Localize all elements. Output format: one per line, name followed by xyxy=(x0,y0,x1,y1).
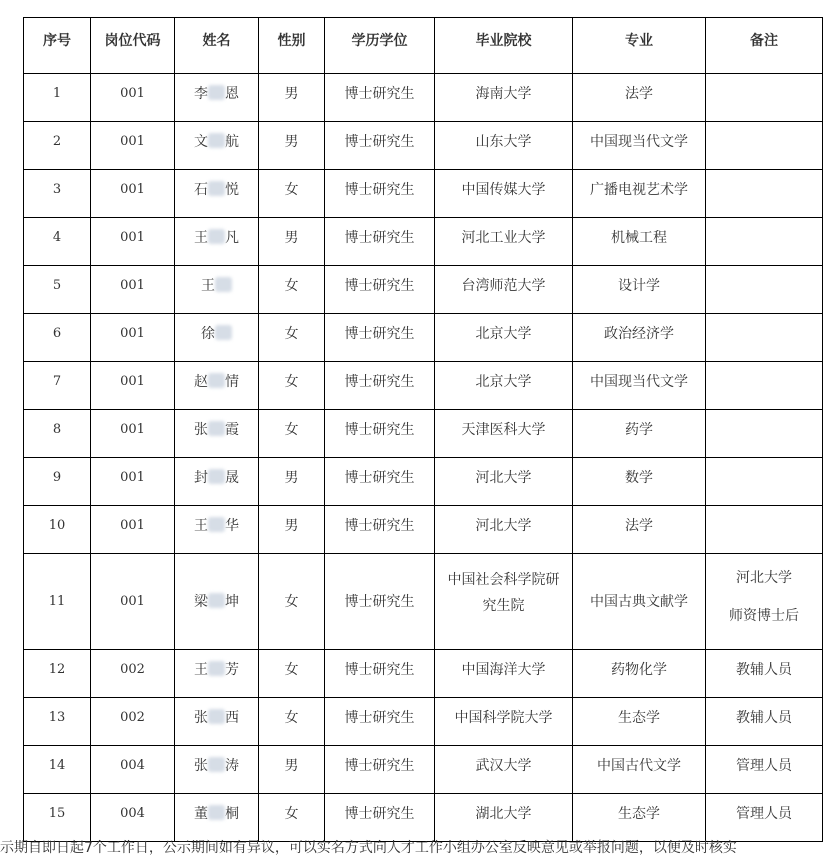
name-first-char: 石 xyxy=(194,182,208,198)
cell-degree: 博士研究生 xyxy=(325,746,435,794)
name-first-char: 董 xyxy=(194,806,208,822)
cell-seq: 3 xyxy=(24,170,91,218)
name-first-char: 徐 xyxy=(201,326,215,342)
name-first-char: 赵 xyxy=(194,374,208,390)
name-last-char: 航 xyxy=(225,134,239,150)
name-last-char: 芳 xyxy=(225,662,239,678)
cell-seq: 14 xyxy=(24,746,91,794)
cell-gender: 男 xyxy=(259,506,325,554)
cell-degree: 博士研究生 xyxy=(325,506,435,554)
cell-major: 生态学 xyxy=(573,794,706,842)
cell-position-code: 002 xyxy=(91,698,175,746)
cell-degree: 博士研究生 xyxy=(325,170,435,218)
cell-gender: 女 xyxy=(259,170,325,218)
cell-name xyxy=(175,506,259,554)
cell-note xyxy=(706,122,823,170)
cell-seq: 11 xyxy=(24,554,91,650)
cell-degree: 博士研究生 xyxy=(325,266,435,314)
name-first-char: 王 xyxy=(201,278,215,294)
name-first-char: 张 xyxy=(194,422,208,438)
cell-degree: 博士研究生 xyxy=(325,554,435,650)
cell-gender: 女 xyxy=(259,314,325,362)
redacted-name-blur xyxy=(208,133,225,148)
cell-school: 中国科学院大学 xyxy=(435,698,573,746)
cell-name xyxy=(175,410,259,458)
header-name: 姓名 xyxy=(175,18,259,74)
name-last-char: 晟 xyxy=(225,470,239,486)
cell-school: 河北大学 xyxy=(435,506,573,554)
cell-school xyxy=(435,554,573,650)
cell-degree: 博士研究生 xyxy=(325,698,435,746)
cell-school: 武汉大学 xyxy=(435,746,573,794)
name-first-char: 李 xyxy=(194,86,208,102)
cell-note xyxy=(706,170,823,218)
name-first-char: 王 xyxy=(194,230,208,246)
cell-degree: 博士研究生 xyxy=(325,122,435,170)
cell-degree: 博士研究生 xyxy=(325,458,435,506)
name-last-char: 情 xyxy=(225,374,239,390)
cell-position-code: 001 xyxy=(91,266,175,314)
cell-position-code: 001 xyxy=(91,122,175,170)
cell-position-code: 001 xyxy=(91,314,175,362)
redacted-name-blur xyxy=(215,277,232,292)
table-row xyxy=(24,650,823,698)
header-seq: 序号 xyxy=(24,18,91,74)
redacted-name-blur xyxy=(208,805,225,820)
header-major: 专业 xyxy=(573,18,706,74)
header-degree: 学历学位 xyxy=(325,18,435,74)
school-line-2: 究生院 xyxy=(482,598,525,614)
cell-note xyxy=(706,554,823,650)
cell-seq: 2 xyxy=(24,122,91,170)
cell-seq: 4 xyxy=(24,218,91,266)
cell-gender: 男 xyxy=(259,218,325,266)
cell-name xyxy=(175,698,259,746)
name-first-char: 王 xyxy=(194,518,208,534)
cell-school: 海南大学 xyxy=(435,74,573,122)
cell-gender: 女 xyxy=(259,794,325,842)
cell-name xyxy=(175,314,259,362)
cell-position-code: 004 xyxy=(91,794,175,842)
cell-major: 政治经济学 xyxy=(573,314,706,362)
cell-note: 管理人员 xyxy=(706,794,823,842)
cell-seq: 6 xyxy=(24,314,91,362)
redacted-name-blur xyxy=(208,421,225,436)
name-last-char: 恩 xyxy=(225,86,239,102)
cell-degree: 博士研究生 xyxy=(325,314,435,362)
cell-note xyxy=(706,74,823,122)
cell-note xyxy=(706,410,823,458)
name-last-char: 涛 xyxy=(225,758,239,774)
cell-gender: 女 xyxy=(259,410,325,458)
cell-position-code: 002 xyxy=(91,650,175,698)
talent-roster-table xyxy=(23,17,823,842)
header-gender: 性别 xyxy=(259,18,325,74)
cell-major: 广播电视艺术学 xyxy=(573,170,706,218)
header-position-code: 岗位代码 xyxy=(91,18,175,74)
cell-major: 中国现当代文学 xyxy=(573,122,706,170)
note-line-2: 师资博士后 xyxy=(729,608,799,624)
cell-seq: 9 xyxy=(24,458,91,506)
table-header-row xyxy=(24,18,823,74)
cell-name xyxy=(175,554,259,650)
cell-major: 药物化学 xyxy=(573,650,706,698)
cell-seq: 8 xyxy=(24,410,91,458)
cell-major: 设计学 xyxy=(573,266,706,314)
name-last-char: 凡 xyxy=(225,230,239,246)
table-row xyxy=(24,362,823,410)
cell-major: 法学 xyxy=(573,74,706,122)
cell-seq: 5 xyxy=(24,266,91,314)
table-row xyxy=(24,266,823,314)
cell-note xyxy=(706,506,823,554)
redacted-name-blur xyxy=(208,757,225,772)
cell-name xyxy=(175,650,259,698)
cell-major: 生态学 xyxy=(573,698,706,746)
cell-note: 教辅人员 xyxy=(706,650,823,698)
cell-name xyxy=(175,170,259,218)
redacted-name-blur xyxy=(208,661,225,676)
table-row xyxy=(24,458,823,506)
cell-school: 北京大学 xyxy=(435,362,573,410)
cell-school: 河北工业大学 xyxy=(435,218,573,266)
table-row xyxy=(24,314,823,362)
cell-school: 北京大学 xyxy=(435,314,573,362)
name-last-char: 桐 xyxy=(225,806,239,822)
cell-school: 河北大学 xyxy=(435,458,573,506)
redacted-name-blur xyxy=(208,229,225,244)
announcement-footer-text: 示期自即日起7个工作日，公示期间如有异议，可以实名方式向人才工作小组办公室反映意见或举报问题，以便及时核实 xyxy=(0,840,737,856)
redacted-name-blur xyxy=(208,373,225,388)
cell-seq: 15 xyxy=(24,794,91,842)
cell-name xyxy=(175,794,259,842)
cell-gender: 女 xyxy=(259,266,325,314)
cell-name xyxy=(175,746,259,794)
name-last-char: 霞 xyxy=(225,422,239,438)
cell-name xyxy=(175,218,259,266)
cell-position-code: 001 xyxy=(91,410,175,458)
note-line-1: 河北大学 xyxy=(736,570,792,586)
name-first-char: 文 xyxy=(194,134,208,150)
table-row xyxy=(24,794,823,842)
cell-degree: 博士研究生 xyxy=(325,218,435,266)
table-row xyxy=(24,698,823,746)
cell-school: 湖北大学 xyxy=(435,794,573,842)
cell-gender: 女 xyxy=(259,554,325,650)
cell-school: 台湾师范大学 xyxy=(435,266,573,314)
cell-gender: 男 xyxy=(259,122,325,170)
cell-position-code: 001 xyxy=(91,458,175,506)
cell-name xyxy=(175,266,259,314)
name-first-char: 张 xyxy=(194,710,208,726)
cell-position-code: 001 xyxy=(91,362,175,410)
cell-position-code: 001 xyxy=(91,170,175,218)
cell-position-code: 004 xyxy=(91,746,175,794)
cell-note xyxy=(706,362,823,410)
cell-major: 中国古典文献学 xyxy=(573,554,706,650)
cell-gender: 男 xyxy=(259,74,325,122)
cell-seq: 7 xyxy=(24,362,91,410)
cell-note xyxy=(706,266,823,314)
redacted-name-blur xyxy=(208,181,225,196)
cell-note: 教辅人员 xyxy=(706,698,823,746)
cell-note xyxy=(706,458,823,506)
header-note: 备注 xyxy=(706,18,823,74)
redacted-name-blur xyxy=(208,709,225,724)
cell-note xyxy=(706,314,823,362)
cell-school: 中国海洋大学 xyxy=(435,650,573,698)
cell-gender: 男 xyxy=(259,458,325,506)
cell-major: 法学 xyxy=(573,506,706,554)
cell-position-code: 001 xyxy=(91,74,175,122)
name-last-char: 西 xyxy=(225,710,239,726)
cell-degree: 博士研究生 xyxy=(325,650,435,698)
table-row xyxy=(24,74,823,122)
cell-seq: 12 xyxy=(24,650,91,698)
cell-gender: 男 xyxy=(259,746,325,794)
cell-school: 天津医科大学 xyxy=(435,410,573,458)
cell-gender: 女 xyxy=(259,650,325,698)
note-spacer xyxy=(710,589,818,605)
name-last-char: 悦 xyxy=(225,182,239,198)
cell-major: 中国古代文学 xyxy=(573,746,706,794)
cell-gender: 女 xyxy=(259,698,325,746)
cell-major: 药学 xyxy=(573,410,706,458)
school-line-1: 中国社会科学院研 xyxy=(447,572,560,588)
cell-name xyxy=(175,458,259,506)
cell-school: 中国传媒大学 xyxy=(435,170,573,218)
redacted-name-blur xyxy=(208,469,225,484)
cell-school: 山东大学 xyxy=(435,122,573,170)
name-first-char: 张 xyxy=(194,758,208,774)
cell-name xyxy=(175,122,259,170)
cell-gender: 女 xyxy=(259,362,325,410)
table-row xyxy=(24,410,823,458)
table-row xyxy=(24,122,823,170)
cell-name xyxy=(175,74,259,122)
redacted-name-blur xyxy=(208,517,225,532)
cell-major: 中国现当代文学 xyxy=(573,362,706,410)
cell-degree: 博士研究生 xyxy=(325,410,435,458)
cell-degree: 博士研究生 xyxy=(325,362,435,410)
cell-seq: 1 xyxy=(24,74,91,122)
table-row xyxy=(24,746,823,794)
cell-degree: 博士研究生 xyxy=(325,74,435,122)
table-row xyxy=(24,506,823,554)
table-row xyxy=(24,218,823,266)
cell-name xyxy=(175,362,259,410)
name-last-char: 坤 xyxy=(225,593,239,610)
cell-seq: 10 xyxy=(24,506,91,554)
name-first-char: 封 xyxy=(194,470,208,486)
redacted-name-blur xyxy=(208,593,225,608)
cell-seq: 13 xyxy=(24,698,91,746)
name-first-char: 王 xyxy=(194,662,208,678)
name-last-char: 华 xyxy=(225,518,239,534)
cell-position-code: 001 xyxy=(91,554,175,650)
cell-major: 数学 xyxy=(573,458,706,506)
table-row xyxy=(24,554,823,650)
cell-major: 机械工程 xyxy=(573,218,706,266)
cell-degree: 博士研究生 xyxy=(325,794,435,842)
cell-position-code: 001 xyxy=(91,506,175,554)
redacted-name-blur xyxy=(208,85,225,100)
cell-position-code: 001 xyxy=(91,218,175,266)
table-row xyxy=(24,170,823,218)
header-school: 毕业院校 xyxy=(435,18,573,74)
cell-note: 管理人员 xyxy=(706,746,823,794)
redacted-name-blur xyxy=(215,325,232,340)
name-first-char: 梁 xyxy=(194,593,208,610)
cell-note xyxy=(706,218,823,266)
